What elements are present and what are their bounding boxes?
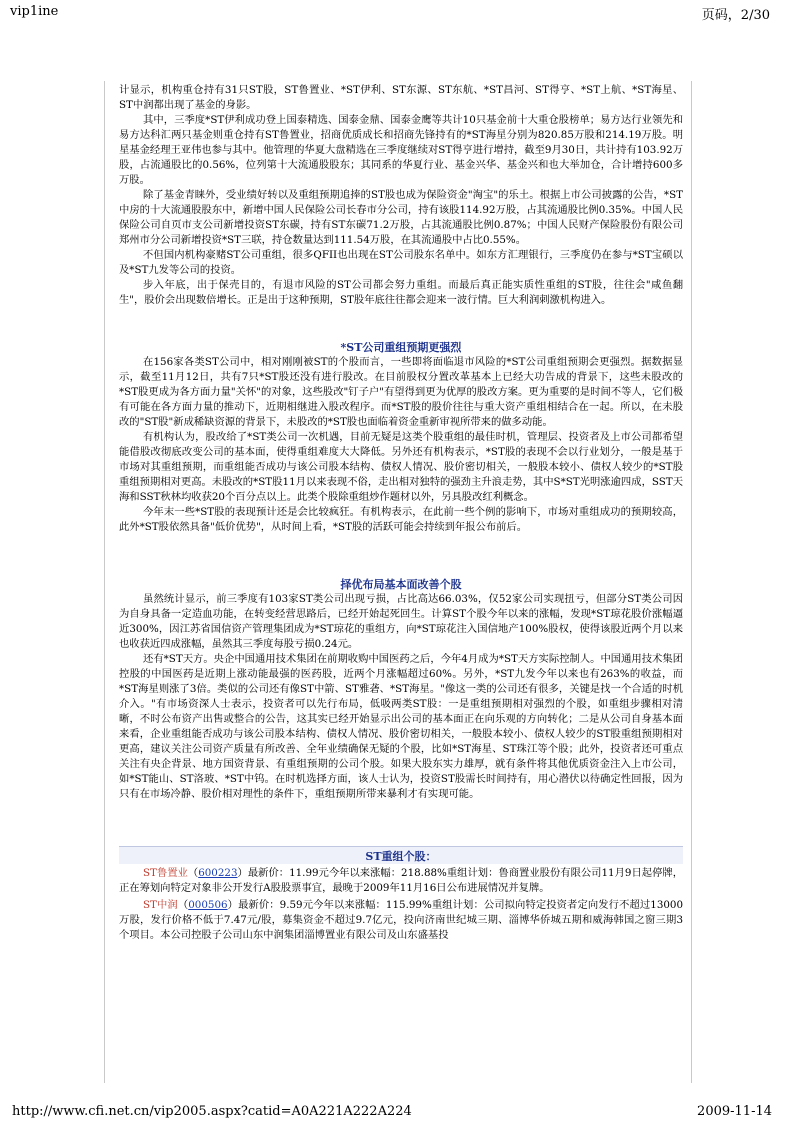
- section-title-fundamentals: 择优布局基本面改善个股: [340, 578, 462, 591]
- stock-code-open-paren: （: [177, 899, 189, 911]
- intro-paragraph-2: 其中，三季度*ST伊利成功登上国泰精选、国泰金鼎、国泰金鹰等共计10只基金前十大重仓股榜单；易方达行业领先和易方达科汇两只基金则重仓持有ST鲁置业，招商优质成长和招商先锋持有的*ST海星分别为820.85万股和214.19万股。明星基金经理王亚伟也参与其中。他管理的华夏大盘精选在三季度继续对ST得亨进行增持，截至9月30日，共计持有103.92万股，占流通股比的0.56%，位列第十大流通股股东；其同系的华夏行业、基金兴华、基金兴和也大举加仓，合计增持600多万股。: [119, 114, 683, 186]
- stock-list-section: [119, 846, 683, 943]
- stock-code-open-paren: （: [187, 867, 199, 879]
- section1-paragraph-3: 今年末一些*ST股的表现预计还是会比较疯狂。有机构表示，在此前一些个例的影响下，市场对重组成功的预期较高，此外*ST股依然具备"低价优势"，从时间上看，*ST股的活跃可能会持续到年报公布前后。: [119, 506, 683, 533]
- stock-code-close-paren: ）: [237, 867, 248, 879]
- intro-paragraph-3: 除了基金青睐外，受业绩好转以及重组预期追捧的ST股也成为保险资金"淘宝"的乐土。根据上市公司披露的公告，*ST中房的十大流通股股东中，新增中国人民保险公司长春市分公司，持有该股114.92万股，占其流通股比例0.35%。中国人民保险公司自页市支公司新增投资ST东碳，持有ST东碳71.2万股，占其流通股比例0.87%；中国人民财产保险股份有限公司郑州市分公司新增投资*ST三联，持仓数量达到111.54万股，在其流通股中占比0.55%。: [119, 189, 683, 246]
- section2-paragraph-2: 还有*ST天方。央企中国通用技术集团在前期收购中国医药之后，今年4月成为*ST天方实际控制人。中国通用技术集团控股的中国医药是近期上涨动能最强的医药股，近两个月涨幅超过60%。另外，*ST九发今年以来也有263%的收益，而*ST海星则涨了3倍。类似的公司还有像ST中箭、ST雅砻、*ST海星。"像这一类的公司还有很多，关键是找一个合适的时机介入。"有市场资深人士表示，投资者可以先行布局，低吸两类ST股：一是重组预期相对强烈的个股，如重组步骤相对清晰，不时公布资产出售或整合的公告，这其实已经开始显示出公司的基本面正在向乐观的方向转化；二是从公司自身基本面来看，企业重组能否成功与该公司股本结构、债权人情况、股价密切相关，一般股本较小、债权人较少的ST股重组预期相对更高，建议关注公司资产质量有所改善、全年业绩确保无疑的个股，比如*ST海星、ST珠江等个股；此外，投资者还可重点关注有央企背景、地方国资背景、有重组预期的公司个股。如果大股东实力雄厚，就有条件将其他优质资金注入上市公司，如*ST能山、ST洛玻、*ST中钨。在时机选择方面，该人士认为，投资ST股需长时间持有，用心潜伏以待确定性回报，因为只有在市场冷静、股价相对理性的条件下，重组预期所带来暴利才有实现可能。: [119, 653, 683, 800]
- page-header-site: vip1ine: [10, 4, 59, 19]
- stock-item: [119, 866, 683, 896]
- stock-code-link[interactable]: 600223: [198, 867, 238, 879]
- section-title-st-restructuring: *ST公司重组预期更强烈: [340, 341, 462, 354]
- intro-paragraph-1: 计显示，机构重仓持有31只ST股，ST鲁置业、*ST伊利、ST东源、ST东航、*ST昌河、ST得亨、*ST上航、*ST海星、ST中润都出现了基金的身影。: [119, 84, 683, 111]
- page-number: 页码，2/30: [701, 8, 770, 23]
- page-url: http://www.cfi.net.cn/vip2005.aspx?catid=A0A221A222A224: [12, 1104, 412, 1119]
- section-title-stock-list: ST重组个股：: [119, 847, 683, 864]
- stock-detail: 最新价：9.59元今年以来涨幅：115.99%重组计划：公司拟向特定投资者定向发行不超过13000万股，发行价格不低于7.47元/股，募集资金不超过9.7亿元，投向济南世纪城三期、淄博华侨城五期和威海韩国之窗三期3个项目。本公司控股子公司山东中润集团淄博置业有限公司及山东盛基投: [119, 899, 684, 941]
- stock-item: [119, 898, 683, 943]
- stock-name: ST中润: [143, 899, 178, 911]
- stock-code-link[interactable]: 000506: [188, 899, 228, 911]
- section2-paragraph-1: 虽然统计显示，前三季度有103家ST类公司出现亏损，占比高达66.03%，仅52家公司实现扭亏，但部分ST类公司因为自身具备一定造血功能，在转变经营思路后，已经开始起死回生。计算ST个股今年以来的涨幅，发现*ST琼花股价涨幅逼近300%，因江苏省国信资产管理集团成为*ST琼花的重组方，向*ST琼花注入国信地产100%股权，使得该股近两个月以来也收获近四成涨幅，虽然其三季度每股亏损0.24元。: [119, 593, 683, 650]
- intro-paragraph-4: 不但国内机构豪赌ST公司重组，很多QFII也出现在ST公司股东名单中。如东方汇理银行，三季度仍在参与*ST宝硕以及*ST九发等公司的投资。: [119, 249, 683, 276]
- page-date: 2009-11-14: [697, 1104, 772, 1119]
- stock-code-close-paren: ）: [227, 899, 239, 911]
- stock-name: ST鲁置业: [143, 867, 188, 879]
- stock-detail: 最新价：11.99元今年以来涨幅：218.88%重组计划：鲁商置业股份有限公司11月9日起停牌，正在筹划向特定对象非公开发行A股股票事宜，最晚于2009年11月16日公布进展情况并复牌。: [119, 867, 684, 894]
- section1-paragraph-2: 有机构认为，股改给了*ST类公司一次机遇，目前无疑是这类个股重组的最佳时机，管理层、投资者及上市公司都希望能借股改彻底改变公司的基本面，使得重组难度大大降低。另外还有机构表示，*ST股的表现不会以行业划分，一般是基于市场对其重组预期，而重组能否成功与该公司股本结构、债权人情况、股价密切相关，一般股本较小、债权人较少的*ST股重组预期相对更高。未股改的*ST股11月以来表现不俗，走出相对独特的强劲主升浪走势，其中S*ST光明涨逾四成，SST天海和SST秋林均收获20个百分点以上。此类个股除重组炒作题材以外，另具股改红利概念。: [119, 431, 683, 503]
- intro-paragraph-5: 步入年底，出于保壳目的，有退市风险的ST公司都会努力重组。而最后真正能实质性重组的ST股，往往会"咸鱼翻生"，股价会出现数倍增长。正是出于这种预期，ST股年底往往都会迎来一波行情。巨大利润刺激机构进入。: [119, 279, 683, 306]
- section1-paragraph-1: 在156家各类ST公司中，相对刚刚被ST的个股而言，一些即将面临退市风险的*ST公司重组预期会更强烈。据数据显示，截至11月12日，共有7只*ST股还没有进行股改。在目前股权分置改革基本上已经大功告成的背景下，这些未股改的*ST股更成为各方面力量"关怀"的对象，这些股改"钉子户"有望得到更为优厚的股改方案。更为重要的是时间不等人，它们极有可能在各方面力量的推动下，近期相继进入股改程序。而*ST股的股价往往与重大资产重组相结合在一起。所以，在未股改的"ST股"新成稀缺资源的背景下，未股改的*ST股也面临着资金重新审视所带来的做多动能。: [119, 356, 683, 428]
- article-body: [104, 81, 692, 1083]
